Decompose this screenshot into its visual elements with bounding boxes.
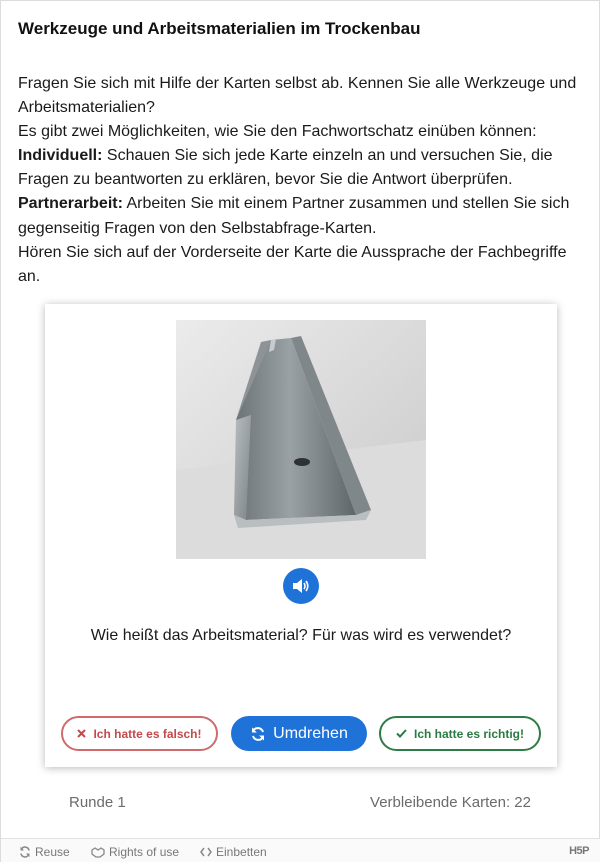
- intro-text: [18, 72, 586, 289]
- partner-text: Arbeiten Sie mit einem Partner zusammen und stellen Sie sich gegenseitig Fragen von den Selbstabfrage-Karten.: [18, 195, 570, 237]
- handshake-icon: [91, 847, 105, 858]
- h5p-logo[interactable]: H5P: [569, 845, 589, 857]
- reuse-icon: [19, 846, 31, 858]
- code-icon: [200, 847, 212, 857]
- reuse-link[interactable]: [19, 845, 70, 859]
- rights-label: Rights of use: [109, 845, 180, 859]
- rights-link[interactable]: [91, 845, 179, 859]
- remaining-cards: Verbleibende Karten: 22: [370, 794, 531, 811]
- right-button-label: Ich hatte es richtig!: [413, 726, 525, 741]
- individual-text: Schauen Sie sich jede Karte einzeln an und versuchen Sie, die Fragen zu beantworten zu erklären, bevor Sie die Antwort überprüfen.: [18, 147, 553, 189]
- wrong-button[interactable]: [61, 716, 218, 751]
- right-button[interactable]: [379, 716, 541, 751]
- flip-button[interactable]: [231, 716, 367, 751]
- audio-button[interactable]: [283, 568, 319, 604]
- refresh-icon: [250, 726, 266, 742]
- reuse-label: Reuse: [35, 845, 70, 859]
- embed-link[interactable]: [200, 845, 267, 859]
- card-question: Wie heißt das Arbeitsmaterial? Für was wird es verwendet?: [90, 627, 512, 644]
- partner-label: Partnerarbeit:: [18, 195, 123, 213]
- intro-paragraph-2: Es gibt zwei Möglichkeiten, wie Sie den Fachwortschatz einüben können:: [18, 123, 537, 141]
- intro-paragraph-1: Fragen Sie sich mit Hilfe der Karten selbst ab. Kennen Sie alle Werkzeuge und Arbeitsmaterialien?: [18, 75, 577, 117]
- speaker-icon: [292, 578, 310, 594]
- flip-button-label: Umdrehen: [273, 724, 348, 742]
- intro-individual: [18, 144, 586, 192]
- close-icon: [77, 729, 86, 738]
- metal-profile-photo: [176, 320, 426, 559]
- check-icon: [396, 729, 407, 738]
- round-indicator: Runde 1: [69, 794, 126, 811]
- footer-bar: [1, 838, 600, 862]
- page-title: Werkzeuge und Arbeitsmaterialien im Trockenbau: [18, 19, 421, 38]
- individual-label: Individuell:: [18, 147, 103, 165]
- wrong-button-label: Ich hatte es falsch!: [93, 726, 202, 741]
- card-image: [176, 320, 426, 559]
- intro-paragraph-3: Hören Sie sich auf der Vorderseite der Karte die Aussprache der Fachbegriffe an.: [18, 243, 567, 285]
- flashcard: [45, 304, 557, 767]
- embed-label: Einbetten: [216, 845, 267, 859]
- intro-partner: [18, 192, 586, 240]
